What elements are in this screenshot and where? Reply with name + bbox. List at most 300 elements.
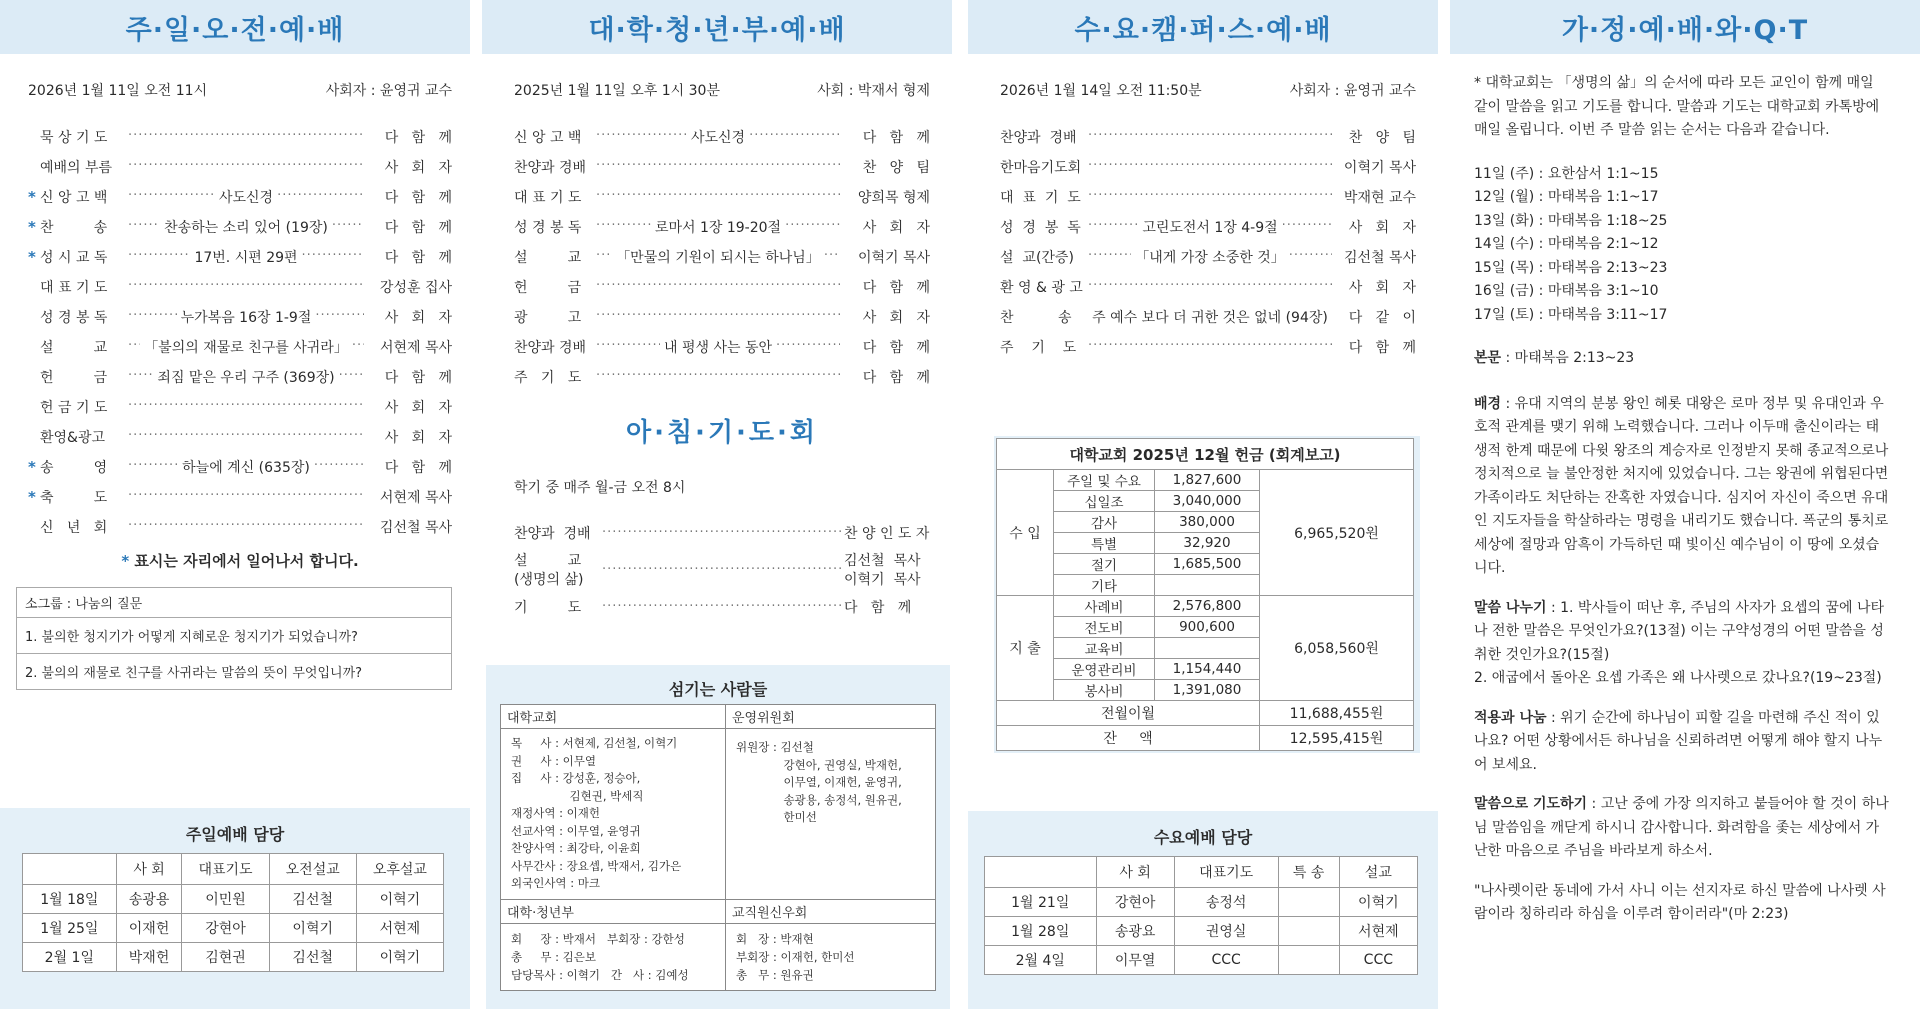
youth-dept-members	[501, 924, 726, 990]
order-item	[514, 242, 930, 272]
order-item	[28, 362, 452, 392]
qt-intro: * 대학교회는 「생명의 삶」의 순서에 따라 모든 교인이 함께 매일 같이 말씀을 읽고 기도를 합니다. 말씀과 기도는 대학교회 카톡방에 매일 올립니다. 이번 주 말씀 읽는 순서는 다음과 같습니다.	[1474, 75, 1880, 138]
leader-dots	[128, 398, 364, 416]
morning-order-list	[514, 519, 930, 623]
income-item: 주일 및 수요	[1054, 470, 1155, 491]
reading-item: 16일 (금) : 마태복음 3:1~10	[1474, 283, 1659, 299]
qt-background: 배경 : 유대 지역의 분봉 왕인 헤롯 대왕은 로마 정부 및 유대인과 우호적 관계를 맺기 위해 노력했습니다. 그러나 이두매 출신이라는 태생적 한계 때문에 다윗 왕조의 계승자로 인정받지 못해 종교적으로나 정치적으로 늘 불안정한 처지에 있었습니다. 그는 왕권에 위협된다면 가족이라도 처단하는 잔혹한 자였습니다. 심지어 자신이 죽으면 유대인 지도자들을 학살하라는 명령을 내리기도 했습니다. 폭군의 통치로 세상에 절망과 암흑이 가득하던 때 빛이신 예수님이 이 땅에 오셨습니다.	[1474, 395, 1889, 576]
order-item-leader: 다 함 께	[862, 130, 931, 146]
duty-cell	[1278, 888, 1339, 917]
order-item-detail: 「만물의 기원이 되시는 하나님」	[614, 247, 822, 267]
morning-title: 아·침·기·도·회	[625, 418, 819, 448]
duty-header: 대표기도	[1174, 857, 1278, 888]
order-item-leader: 다 함 께	[384, 370, 453, 386]
qt-share-2: 2. 애굽에서 돌아온 요셉 가족은 왜 나사렛으로 갔나요?(19~23절)	[1474, 670, 1882, 686]
leader-dots	[1289, 248, 1332, 266]
reading-item: 15일 (목) : 마태복음 2:13~23	[1474, 259, 1668, 276]
youth-order-list	[514, 122, 930, 392]
leader-dots	[339, 368, 364, 386]
order-item	[514, 302, 930, 332]
servers-grid	[500, 704, 936, 991]
sunday-duty-table	[22, 853, 444, 972]
duty-header: 오후설교	[356, 854, 443, 885]
duty-cell: 이재헌	[116, 914, 182, 943]
duty-cell: 송광용	[116, 885, 182, 914]
leader-dots	[314, 458, 364, 476]
youth-host: 사회 : 박재서 형제	[817, 83, 930, 99]
univ-church-members	[501, 729, 726, 899]
member-line: 송광용, 송정석, 원유권,	[736, 792, 902, 807]
reading-item: 14일 (수) : 마태복음 2:1~12	[1474, 236, 1659, 252]
leader-dots	[596, 218, 651, 236]
morning-item-leader: 김선철 목사 이혁기 목사	[844, 553, 921, 588]
leader-dots	[602, 599, 842, 617]
duty-cell: 이혁기	[269, 914, 356, 943]
order-item-leader: 이혁기 목사	[1343, 160, 1416, 176]
duty-header: 설교	[1339, 857, 1417, 888]
order-item	[514, 362, 930, 392]
morning-item-leader: 다 함 께	[844, 599, 912, 616]
order-item-label: 대 표 기 도	[514, 190, 582, 206]
order-item-label: 신 앙 고 백	[514, 130, 582, 146]
duty-cell: 박재헌	[116, 943, 182, 972]
order-item	[1000, 302, 1416, 332]
leader-dots	[128, 158, 364, 176]
duty-header: 사 회	[1096, 857, 1174, 888]
wednesday-column	[968, 0, 1438, 362]
order-item	[1000, 212, 1416, 242]
duty-cell: 강현아	[1096, 888, 1174, 917]
leader-dots	[128, 278, 364, 296]
order-item	[1000, 152, 1416, 182]
duty-cell: 이혁기	[356, 943, 443, 972]
order-item-label: 대 표 기 도	[1000, 190, 1081, 206]
duty-cell: 2월 1일	[23, 943, 117, 972]
order-item-leader: 사 회 자	[384, 400, 452, 416]
expense-item: 운영관리비	[1054, 659, 1155, 680]
leader-dots	[302, 248, 364, 266]
order-item	[28, 392, 452, 422]
morning-item-label: 기 도	[514, 599, 582, 616]
committee-members	[726, 729, 935, 899]
order-item-label: 찬양과 경배	[514, 160, 587, 176]
income-amount: 3,040,000	[1155, 491, 1260, 512]
leader-dots	[315, 308, 364, 326]
duty-cell: 이무열	[1096, 946, 1174, 975]
univ-church-title: 대학교회	[501, 705, 726, 729]
member-line: 재정사역 : 이재헌	[511, 806, 600, 820]
income-item: 기타	[1054, 575, 1155, 596]
order-item	[28, 422, 452, 452]
order-item-detail: 하늘에 계신 (635장)	[180, 457, 312, 477]
order-item-detail: 사도신경	[217, 187, 275, 207]
order-item-label: 헌 금	[40, 370, 108, 386]
order-item-label: 주 기 도	[1000, 340, 1077, 356]
order-item-leader: 다 함 께	[384, 250, 453, 266]
order-item	[28, 152, 452, 182]
order-item-label: 찬양과 경배	[1000, 130, 1077, 146]
order-item	[28, 452, 452, 482]
order-item-leader: 다 함 께	[1348, 340, 1416, 356]
order-item	[514, 212, 930, 242]
leader-dots	[128, 218, 160, 236]
order-item-leader: 김선철 목사	[379, 520, 452, 536]
member-line: 회 장 : 박재서 부회장 : 강한성	[511, 931, 685, 946]
servers-panel	[486, 665, 950, 1009]
order-item-leader: 사 회 자	[384, 430, 452, 446]
duty-cell: CCC	[1174, 946, 1278, 975]
wednesday-meta	[1000, 80, 1416, 100]
expense-amount: 2,576,800	[1155, 596, 1260, 617]
leader-dots	[128, 458, 178, 476]
expense-item: 교육비	[1054, 638, 1155, 659]
income-amount: 380,000	[1155, 512, 1260, 533]
duty-cell: 이혁기	[1339, 888, 1417, 917]
duty-cell: 서현제	[1339, 917, 1417, 946]
leader-dots	[332, 218, 364, 236]
member-line: 선교사역 : 이무열, 윤영귀	[511, 823, 641, 838]
wednesday-duty-title: 수요예배 담당	[1153, 828, 1253, 847]
wednesday-title: 수·요·캠·퍼·스·예·배	[968, 0, 1438, 54]
sunday-order-list	[28, 122, 452, 542]
expense-label: 지 출	[997, 596, 1054, 701]
order-item-leader: 박재현 교수	[1343, 190, 1416, 206]
leader-dots	[596, 278, 840, 296]
order-item-label: 축 도	[40, 490, 108, 506]
order-item-label: 설 교	[514, 250, 582, 266]
duty-cell: 2월 4일	[985, 946, 1097, 975]
sunday-host: 사회자 : 윤영귀 교수	[325, 83, 452, 99]
stand-mark-icon: *	[28, 488, 36, 506]
income-total: 6,965,520원	[1260, 470, 1414, 596]
duty-cell: CCC	[1339, 946, 1417, 975]
wednesday-host: 사회자 : 윤영귀 교수	[1289, 83, 1416, 99]
expense-amount: 1,154,440	[1155, 659, 1260, 680]
order-item-leader: 다 같 이	[1348, 310, 1417, 326]
qt-share: 말씀 나누기 : 1. 박사들이 떠난 후, 주님의 사자가 요셉의 꿈에 나타나 전한 말씀은 무엇인가요?(13절) 이는 구약성경의 어떤 말씀을 성취한 것인가요?(15절)	[1474, 599, 1885, 663]
order-item-leader: 양희목 형제	[857, 190, 930, 206]
expense-amount: 900,600	[1155, 617, 1260, 638]
youth-dept-title: 대학·청년부	[501, 899, 726, 924]
order-item	[514, 272, 930, 302]
order-item-leader: 김선철 목사	[1343, 250, 1417, 266]
member-line: 강현아, 권영실, 박재헌,	[736, 757, 902, 772]
order-item-detail: 17번. 시편 29편	[192, 247, 299, 267]
order-item	[514, 122, 930, 152]
leader-dots	[749, 128, 840, 146]
small-group-box	[16, 587, 452, 690]
order-item-label: 신 년 회	[40, 520, 108, 536]
duty-cell: 김선철	[269, 943, 356, 972]
carry-label: 전월이월	[997, 701, 1260, 726]
order-item-leader: 다 함 께	[862, 340, 930, 356]
reading-item: 17일 (토) : 마태복음 3:11~17	[1474, 306, 1668, 323]
income-item: 특별	[1054, 533, 1155, 554]
leader-dots	[1088, 338, 1332, 356]
order-item-detail: 「내게 가장 소중한 것」	[1133, 247, 1287, 267]
order-item-detail: 누가복음 16장 1-9절	[179, 307, 314, 327]
order-item	[28, 242, 452, 272]
duty-header	[23, 854, 117, 885]
wednesday-date: 2026년 1월 14일 오전 11:50분	[1000, 83, 1202, 99]
order-item	[28, 212, 452, 242]
order-item-detail: 주 예수 보다 더 귀한 것은 없네 (94장)	[1090, 307, 1330, 327]
duty-cell: 1월 21일	[985, 888, 1097, 917]
order-item	[1000, 332, 1416, 362]
staff-members	[726, 924, 935, 990]
duty-cell: 이혁기	[356, 885, 443, 914]
staff-title: 교직원신우회	[726, 899, 935, 924]
order-item-label: 송 영	[40, 460, 108, 476]
income-amount: 32,920	[1155, 533, 1260, 554]
order-item-label: 환 영 & 광 고	[1000, 280, 1083, 296]
youth-date: 2025년 1월 11일 오후 1시 30분	[514, 83, 720, 99]
order-item	[514, 152, 930, 182]
income-item: 절기	[1054, 554, 1155, 575]
member-line: 위원장 : 김선철	[736, 740, 814, 754]
order-item-detail: 죄짐 맡은 우리 구주 (369장)	[155, 367, 336, 387]
duty-cell: 서현제	[356, 914, 443, 943]
leader-dots	[352, 338, 364, 356]
order-item-leader: 사 회 자	[862, 310, 930, 326]
leader-dots	[596, 128, 687, 146]
order-item-label: 성 경 봉 독	[1000, 220, 1081, 236]
order-item-detail: 고린도전서 1장 4-9절	[1140, 217, 1279, 237]
leader-dots	[1088, 218, 1138, 236]
morning-item	[514, 519, 930, 549]
order-item	[28, 272, 452, 302]
duty-header: 특 송	[1278, 857, 1339, 888]
leader-dots	[785, 218, 840, 236]
order-item-leader: 다 함 께	[384, 190, 453, 206]
member-line: 총 무 : 원유권	[736, 967, 814, 982]
duty-cell: 1월 25일	[23, 914, 117, 943]
qt-readings	[1474, 163, 1890, 328]
member-line: 목 사 : 서현제, 김선철, 이혁기	[511, 736, 678, 750]
morning-item	[514, 593, 930, 623]
order-item	[28, 182, 452, 212]
stand-mark-icon: *	[28, 188, 36, 206]
order-item-label: 성 시 교 독	[40, 250, 108, 266]
order-item-label: 한마음기도회	[1000, 160, 1082, 176]
order-item-leader: 서현제 목사	[379, 490, 452, 506]
qt-apply: 적용과 나눔 : 위기 순간에 하나님이 피할 길을 마련해 주신 적이 있나요? 어떤 상황에서든 하나님을 신뢰하려면 어떻게 해야 할지 나누어 보세요.	[1474, 709, 1883, 773]
expense-item: 사례비	[1054, 596, 1155, 617]
duty-cell: 송정석	[1174, 888, 1278, 917]
leader-dots	[1088, 188, 1332, 206]
leader-dots	[602, 525, 842, 543]
member-line: 담당목사 : 이혁기 간 사 : 김예성	[511, 967, 689, 982]
order-item	[28, 302, 452, 332]
small-group-q1: 1. 불의한 청지기가 어떻게 지혜로운 청지기가 되었습니까?	[17, 617, 451, 653]
leader-dots	[596, 188, 840, 206]
leader-dots	[602, 562, 842, 580]
leader-dots	[1088, 248, 1131, 266]
order-item-leader: 찬 양 팀	[1348, 130, 1416, 146]
income-item: 십일조	[1054, 491, 1155, 512]
sunday-duty-panel	[0, 808, 470, 1009]
member-line: 김현권, 박세직	[511, 788, 644, 803]
member-line: 한미선	[736, 810, 817, 824]
order-item	[28, 482, 452, 512]
leader-dots	[128, 518, 364, 536]
income-amount: 1,685,500	[1155, 554, 1260, 575]
leader-dots	[128, 308, 177, 326]
order-item-leader: 사 회 자	[862, 220, 931, 236]
duty-cell: 김선철	[269, 885, 356, 914]
morning-time: 학기 중 매주 월-금 오전 8시	[514, 480, 686, 496]
order-item-leader: 사 회 자	[384, 160, 452, 176]
duty-header: 오전설교	[269, 854, 356, 885]
duty-cell: 김현권	[182, 943, 269, 972]
order-item-label: 헌 금	[514, 280, 582, 296]
leader-dots	[277, 188, 364, 206]
order-item-label: 설 교(간증)	[1000, 250, 1074, 266]
expense-amount	[1155, 638, 1260, 659]
order-item-detail: 로마서 1장 19-20절	[653, 217, 783, 237]
member-line: 사무간사 : 장요셉, 박재서, 김가은	[511, 858, 682, 873]
offering-title: 대학교회 2025년 12월 헌금 (회계보고)	[997, 439, 1414, 470]
order-item	[1000, 182, 1416, 212]
stand-mark-icon: *	[28, 458, 36, 476]
morning-item-label: 찬양과 경배	[514, 525, 591, 542]
income-item: 감사	[1054, 512, 1155, 533]
member-line: 총 무 : 김은보	[511, 949, 597, 964]
expense-total: 6,058,560원	[1260, 596, 1414, 701]
sunday-column	[0, 0, 470, 690]
order-item	[1000, 242, 1416, 272]
morning-item-label: 설 교 (생명의 삶)	[514, 553, 584, 588]
wednesday-duty-panel	[968, 811, 1438, 1009]
leader-dots	[596, 368, 840, 386]
order-item-detail: 내 평생 사는 동안	[662, 337, 774, 357]
leader-dots	[596, 248, 612, 266]
member-line: 권 사 : 이무열	[511, 753, 597, 768]
reading-item: 12일 (월) : 마태복음 1:1~17	[1474, 189, 1659, 205]
leader-dots	[596, 158, 840, 176]
qt-quote: "나사렛이란 동네에 가서 사니 이는 선지자로 하신 말씀에 나사렛 사람이라 칭하리라 하심을 이루려 함이러라"(마 2:23)	[1474, 882, 1886, 922]
income-amount	[1155, 575, 1260, 596]
qt-prayer: 말씀으로 기도하기 : 고난 중에 가장 의지하고 붙들어야 할 것이 하나님 말씀임을 깨닫게 하시니 감사합니다. 화려함을 좇는 세상에서 가난한 마음으로 주님을 바라보게 하소서.	[1474, 796, 1889, 859]
order-item-leader: 찬 양 팀	[862, 160, 930, 176]
qt-title: 가·정·예·배·와·Q·T	[1450, 0, 1920, 54]
order-item-label: 환영&광고	[40, 430, 106, 446]
stand-note: * 표시는 자리에서 일어나서 합니다.	[121, 552, 359, 570]
servers-title: 섬기는 사람들	[668, 680, 768, 699]
leader-dots	[824, 248, 840, 266]
small-group-title: 소그룹 : 나눔의 질문	[25, 597, 143, 612]
youth-title: 대·학·청·년·부·예·배	[482, 0, 952, 54]
morning-item	[514, 549, 930, 593]
leader-dots	[1282, 218, 1332, 236]
order-item-label: 묵 상 기 도	[40, 130, 108, 146]
leader-dots	[596, 308, 840, 326]
duty-cell: 이민원	[182, 885, 269, 914]
offering-table	[996, 438, 1414, 751]
order-item-leader: 사 회 자	[1348, 280, 1416, 296]
expense-item: 봉사비	[1054, 680, 1155, 701]
order-item-leader: 이혁기 목사	[857, 250, 931, 266]
duty-cell: 강현아	[182, 914, 269, 943]
income-label: 수 입	[997, 470, 1054, 596]
order-item-detail: 사도신경	[689, 127, 747, 147]
order-item-leader: 다 함 께	[862, 280, 930, 296]
member-line: 집 사 : 강성훈, 정승아,	[511, 771, 641, 785]
carry-value: 11,688,455원	[1260, 701, 1414, 726]
leader-dots	[128, 488, 364, 506]
order-item-label: 찬양과 경배	[514, 340, 587, 356]
order-item-label: 설 교	[40, 340, 108, 356]
stand-mark-icon: *	[28, 218, 36, 236]
order-item-leader: 서현제 목사	[379, 340, 453, 356]
member-line: 이무열, 이재헌, 윤영귀,	[736, 775, 902, 789]
leader-dots	[596, 338, 660, 356]
duty-header: 대표기도	[182, 854, 269, 885]
order-item-detail: 「불의의 재물로 친구를 사귀라」	[142, 337, 350, 357]
youth-column	[482, 0, 952, 623]
order-item-label: 광 고	[514, 310, 582, 326]
balance-value: 12,595,415원	[1260, 726, 1414, 751]
order-item-label: 성 경 봉 독	[514, 220, 582, 236]
order-item-label: 헌 금 기 도	[40, 400, 108, 416]
leader-dots	[1088, 128, 1332, 146]
qt-text: 본문 : 마태복음 2:13~23	[1474, 350, 1635, 366]
order-item-label: 찬 송	[1000, 310, 1072, 326]
order-item	[514, 332, 930, 362]
leader-dots	[128, 188, 215, 206]
order-item	[514, 182, 930, 212]
income-amount: 1,827,600	[1155, 470, 1260, 491]
order-item-label: 대 표 기 도	[40, 280, 108, 296]
order-item-leader: 다 함 께	[384, 130, 452, 146]
committee-title: 운영위원회	[726, 705, 935, 729]
expense-item: 전도비	[1054, 617, 1155, 638]
order-item-label: 성 경 봉 독	[40, 310, 108, 326]
order-item-label: 신 앙 고 백	[40, 190, 108, 206]
small-group-q2: 2. 불의의 재물로 친구를 사귀라는 말씀의 뜻이 무엇입니까?	[17, 653, 451, 689]
order-item	[28, 122, 452, 152]
order-item-label: 찬 송	[40, 220, 108, 236]
sunday-duty-title: 주일예배 담당	[185, 825, 285, 844]
order-item-detail: 찬송하는 소리 있어 (19장)	[162, 217, 330, 237]
duty-header: 사 회	[116, 854, 182, 885]
order-item-label: 주 기 도	[514, 370, 582, 386]
order-item-leader: 다 함 께	[384, 460, 453, 476]
sunday-meta	[28, 80, 452, 100]
qt-body	[1450, 54, 1920, 927]
expense-amount: 1,391,080	[1155, 680, 1260, 701]
sunday-date: 2026년 1월 11일 오전 11시	[28, 83, 208, 99]
leader-dots	[1088, 278, 1332, 296]
member-line: 찬양사역 : 최강타, 이윤희	[511, 841, 641, 855]
order-item-leader: 다 함 께	[384, 220, 452, 236]
reading-item: 13일 (화) : 마태복음 1:18~25	[1474, 212, 1668, 229]
wednesday-order-list	[1000, 122, 1416, 362]
stand-mark-icon: *	[28, 248, 36, 266]
leader-dots	[128, 338, 140, 356]
duty-cell: 1월 18일	[23, 885, 117, 914]
duty-cell: 1월 28일	[985, 917, 1097, 946]
member-line: 외국인사역 : 마크	[511, 876, 600, 890]
order-item-leader: 사 회 자	[384, 310, 453, 326]
order-item	[1000, 272, 1416, 302]
balance-label: 잔 액	[997, 726, 1260, 751]
leader-dots	[128, 368, 153, 386]
order-item	[1000, 122, 1416, 152]
duty-cell	[1278, 946, 1339, 975]
sunday-title: 주·일·오·전·예·배	[0, 0, 470, 54]
order-item-label: 예배의 부름	[40, 160, 113, 176]
